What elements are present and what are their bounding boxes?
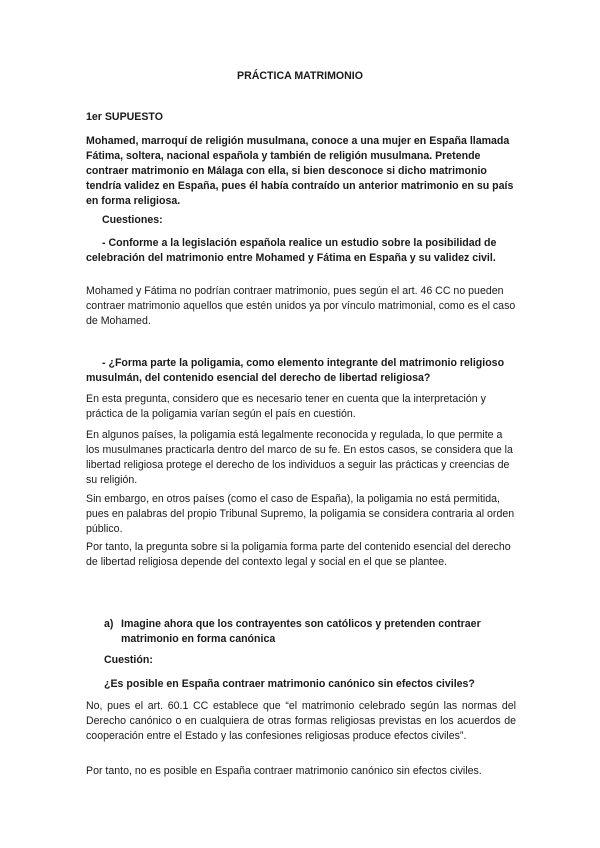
cuestion-label: Cuestión: — [104, 654, 153, 666]
answer-2-paragraph-2: En algunos países, la poligamia está legalmente reconocida y regulada, lo que permite a los musulmanes practicarla dentro del marco de su fe. En estos casos, se considera que la libertad religiosa protege el derecho de los individuos a seguir las prácticas y creencias de su religión. — [86, 429, 513, 486]
supuesto-heading: 1er SUPUESTO — [86, 111, 163, 123]
question-1: - Conforme a la legislación española realice un estudio sobre la posibilidad de celebración del matrimonio entre Mohamed y Fátima en España y su validez civil. — [86, 237, 497, 264]
section-a-text: Imagine ahora que los contrayentes son católicos y pretenden contraer matrimonio en forma canónica — [121, 618, 481, 645]
answer-2-paragraph-3: Sin embargo, en otros países (como el caso de España), la poligamia no está permitida, pues en palabras del propio Tribunal Supremo, la poligamia se considera contraria al orden público. — [86, 493, 515, 535]
answer-2-paragraph-1: En esta pregunta, considero que es necesario tener en cuenta que la interpretación y práctica de la poligamia varían según el país en cuestión. — [86, 393, 486, 420]
answer-3-paragraph-2: Por tanto, no es posible en España contraer matrimonio canónico sin efectos civiles. — [86, 765, 482, 777]
question-3: ¿Es posible en España contraer matrimonio canónico sin efectos civiles? — [104, 678, 475, 690]
section-a-marker: a) — [104, 618, 114, 630]
answer-1: Mohamed y Fátima no podrían contraer matrimonio, pues según el art. 46 CC no pueden contraer matrimonio aquellos que estén unidos ya por vínculo matrimonial, como es el caso de Mohamed. — [86, 285, 516, 327]
page-title: PRÁCTICA MATRIMONIO — [237, 70, 363, 82]
question-2: - ¿Forma parte la poligamia, como elemento integrante del matrimonio religioso musulmán, del contenido esencial del derecho de libertad religiosa? — [86, 357, 505, 384]
answer-3-paragraph-1: No, pues el art. 60.1 CC establece que “el matrimonio celebrado según las normas del Derecho canónico o en cualquiera de otras formas religiosas previstas en los acuerdos de cooperación entre el Estado y las confesiones religiosas produce efectos civiles”. — [86, 700, 516, 742]
answer-2-paragraph-4: Por tanto, la pregunta sobre si la poligamia forma parte del contenido esencial del derecho de libertad religiosa depende del contexto legal y social en el que se plantee. — [86, 541, 511, 568]
section-a — [104, 617, 516, 647]
supuesto-statement: Mohamed, marroquí de religión musulmana, conoce a una mujer en España llamada Fátima, soltera, nacional española y también de religión musulmana. Pretende contraer matrimonio en Málaga con ella, si bien desconoce si dicho matrimonio tendría validez en España, pues él había contraído un anterior matrimonio en su país en forma religiosa. — [86, 135, 514, 207]
cuestiones-label: Cuestiones: — [102, 214, 163, 226]
